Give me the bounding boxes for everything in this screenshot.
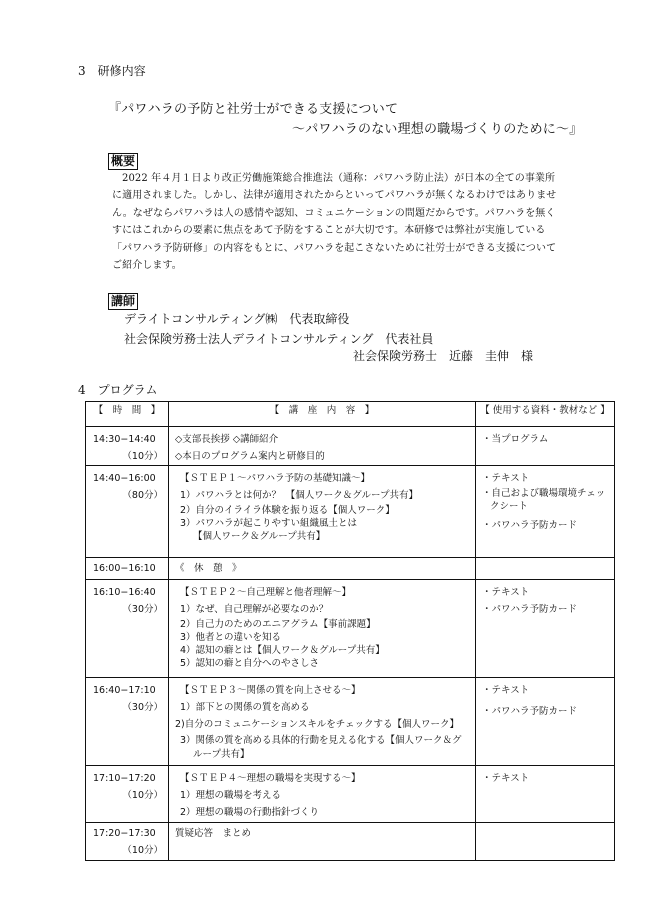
- material-item: ・テキスト: [482, 473, 530, 484]
- time-range: 16:00−16:10: [93, 563, 156, 574]
- materials-cell: [476, 766, 615, 823]
- time-cell: [86, 427, 169, 466]
- content-line: 1）理想の職場を考える: [180, 790, 282, 801]
- section-4-heading: 4 プログラム: [78, 383, 158, 397]
- content-cell: [169, 823, 476, 861]
- materials-cell: [476, 558, 615, 580]
- table-row: [86, 427, 615, 466]
- overview-line: ご紹介します。: [112, 260, 182, 272]
- content-line: 2）自己力のためのエニアグラム【事前課題】: [180, 619, 376, 630]
- materials-cell: [476, 466, 615, 558]
- table-row: [86, 678, 615, 766]
- overview-line: ん。なぜならパワハラは人の感情や認知、コミュニケーションの問題だからです。パワハラを無く: [112, 207, 556, 219]
- content-line: 2）理想の職場の行動指針づくり: [180, 807, 320, 818]
- duration: （30分）: [122, 604, 163, 615]
- material-item: ・テキスト: [482, 773, 530, 784]
- overview-line: 2022 年４月１日より改正労働施策総合推進法（通称：パワハラ防止法）が日本の全ての事業所: [122, 173, 556, 184]
- content-line: 《 休 憩 》: [175, 563, 242, 574]
- time-range: 16:10−16:40: [93, 587, 156, 598]
- time-cell: [86, 580, 169, 678]
- content-line: 1）なぜ、自己理解が必要なのか？: [180, 604, 329, 615]
- time-cell: [86, 466, 169, 558]
- seminar-title-line-1: 『パワハラの予防と社労士ができる支援について: [108, 102, 399, 117]
- lecturer-firm: 社会保険労務士法人デライトコンサルティング 代表社員: [124, 332, 434, 346]
- materials-cell: [476, 823, 615, 861]
- time-range: 17:10−17:20: [93, 773, 156, 784]
- material-item: ・パワハラ予防カード: [482, 604, 578, 615]
- materials-cell: [476, 678, 615, 766]
- overview-text: [112, 170, 582, 274]
- time-cell: [86, 823, 169, 861]
- time-range: 17:20−17:30: [93, 828, 156, 839]
- content-line: 3）パワハラが起こりやすい組織風土とは: [180, 518, 358, 529]
- seminar-title-line-2: ～パワハラのない理想の職場づくりのために～』: [292, 122, 583, 137]
- lecturer-label: 講師: [108, 293, 138, 310]
- table-row: [86, 766, 615, 823]
- content-cell: [169, 580, 476, 678]
- material-item: ・テキスト: [482, 685, 530, 696]
- overview-line: すにはこれからの要素に焦点をあて予防をすることが大切です。本研修では弊社が実施している: [112, 225, 546, 237]
- content-line: 4）認知の癖とは【個人ワーク＆グループ共有】: [180, 645, 385, 656]
- material-item: ・自己および職場環境チェックシート: [482, 488, 606, 512]
- content-line: 【ＳＴＥＰ３～関係の質を向上させる～】: [180, 685, 361, 696]
- header-time: 【 時 間 】: [86, 402, 169, 427]
- overview-line: 「パワハラ予防研修」の内容をもとに、パワハラを起こさないために社労士ができる支援について: [112, 242, 557, 254]
- header-content: 【 講 座 内 容 】: [169, 402, 476, 427]
- material-item: ・パワハラ予防カード: [482, 520, 578, 531]
- content-line: 2)自分のコミュニケーションスキルをチェックする【個人ワーク】: [175, 719, 460, 730]
- content-cell: [169, 766, 476, 823]
- content-cell: [169, 558, 476, 580]
- table-row: [86, 466, 615, 558]
- materials-cell: [476, 580, 615, 678]
- material-item: ・テキスト: [482, 587, 530, 598]
- table-row: [86, 558, 615, 580]
- duration: （10分）: [122, 451, 163, 462]
- table-row: [86, 580, 615, 678]
- content-cell: [169, 427, 476, 466]
- program-table: [85, 401, 615, 861]
- content-line: 3）他者との違いを知る: [180, 632, 282, 643]
- content-line: 5）認知の癖と自分へのやさしさ: [180, 658, 320, 669]
- content-line: 1）パワハラとは何か？ 【個人ワーク＆グループ共有】: [180, 490, 419, 501]
- table-row: [86, 823, 615, 861]
- content-line: ◇支部長挨拶 ◇講師紹介: [175, 434, 279, 445]
- content-line: ◇本日のプログラム案内と研修目的: [175, 451, 325, 462]
- time-range: 16:40−17:10: [93, 685, 156, 696]
- lecturer-name: 社会保険労務士 近藤 圭伸 様: [353, 349, 534, 363]
- overview-label: 概要: [108, 153, 138, 170]
- section-3-heading: 3 研修内容: [78, 64, 146, 78]
- content-line: 【ＳＴＥＰ１～パワハラ予防の基礎知識～】: [180, 473, 371, 484]
- header-materials: 【 使用する資料・教材など 】: [476, 402, 615, 427]
- content-cell: [169, 678, 476, 766]
- overview-line: に適用されました。しかし、法律が適用されたからといってパワハラが無くなるわけではありませ: [112, 190, 557, 202]
- content-line: 1）部下との関係の質を高める: [180, 702, 310, 713]
- lecturer-company: デライトコンサルティング㈱ 代表取締役: [124, 312, 350, 326]
- material-item: ・当プログラム: [482, 434, 549, 445]
- material-item: ・パワハラ予防カード: [482, 706, 578, 717]
- program-header-row: [86, 402, 615, 427]
- content-cell: [169, 466, 476, 558]
- materials-cell: [476, 427, 615, 466]
- content-line: 【ＳＴＥＰ２～自己理解と他者理解～】: [180, 587, 352, 598]
- duration: （30分）: [122, 702, 163, 713]
- content-line: 質疑応答 まとめ: [175, 828, 252, 839]
- time-range: 14:40−16:00: [93, 473, 156, 484]
- content-line: 2）自分のイライラ体験を振り返る【個人ワーク】: [180, 505, 395, 516]
- content-line: 【ＳＴＥＰ４～理想の職場を実現する～】: [180, 773, 361, 784]
- time-cell: [86, 766, 169, 823]
- duration: （80分）: [122, 490, 163, 501]
- duration: （10分）: [122, 790, 163, 801]
- duration: （10分）: [122, 845, 163, 856]
- time-cell: [86, 558, 169, 580]
- time-range: 14:30−14:40: [93, 434, 156, 445]
- content-line: ループ共有】: [193, 749, 250, 760]
- content-line: 【個人ワーク＆グループ共有】: [193, 531, 326, 542]
- time-cell: [86, 678, 169, 766]
- content-line: 3）関係の質を高める具体的行動を見える化する【個人ワーク＆グ: [180, 735, 462, 746]
